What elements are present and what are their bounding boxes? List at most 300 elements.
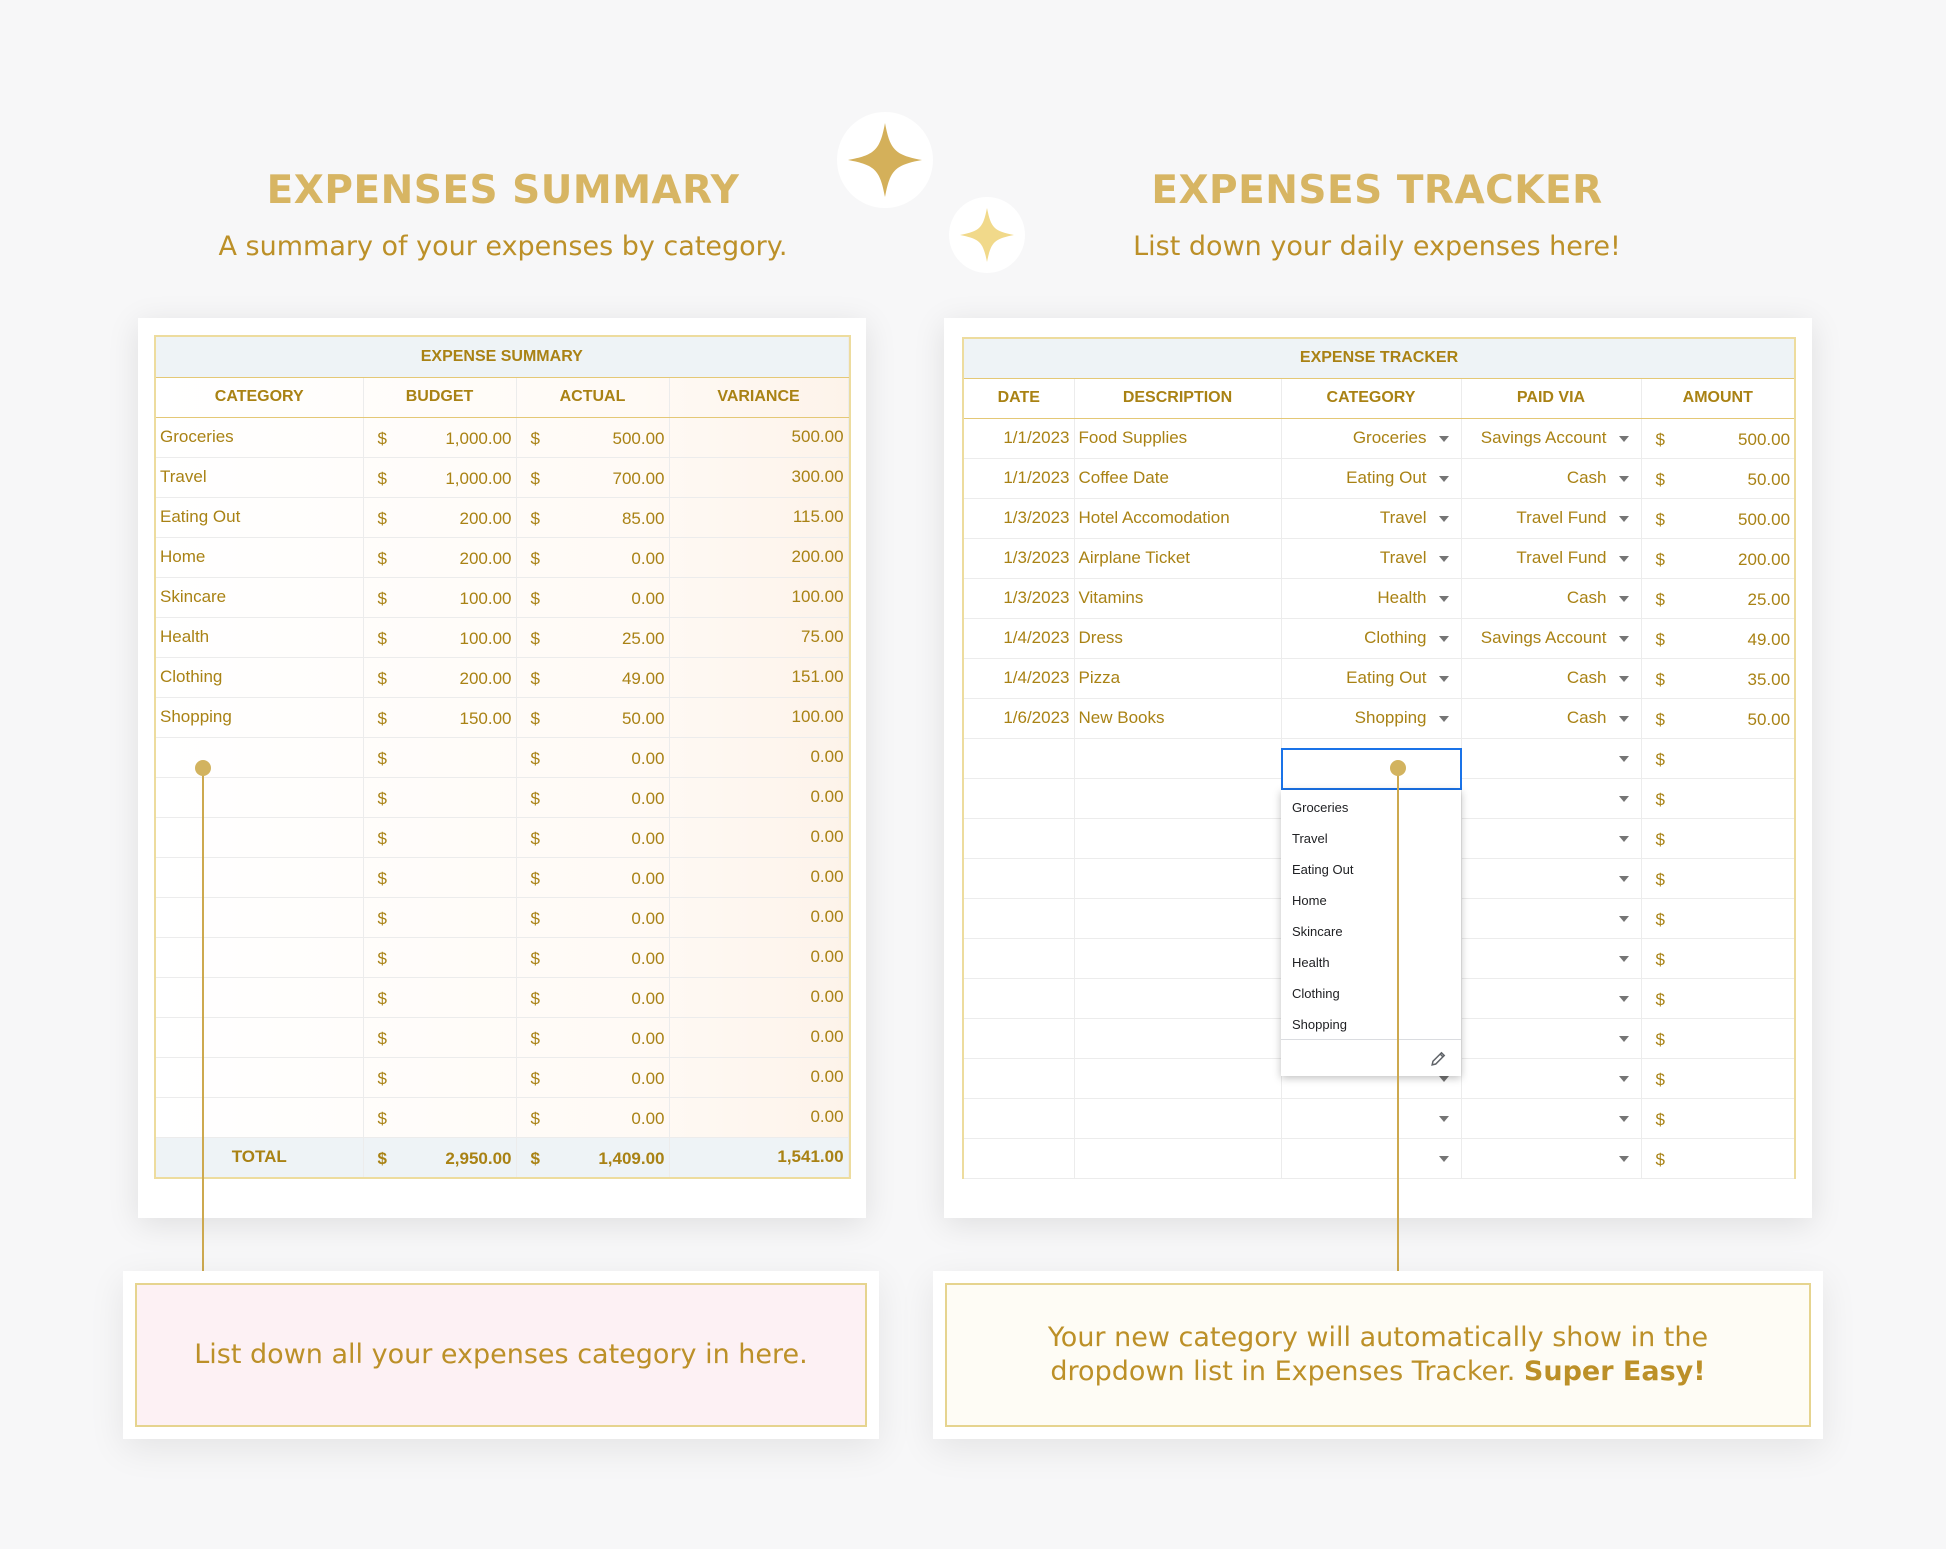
dropdown-arrow-icon[interactable] xyxy=(1619,1116,1629,1122)
currency-symbol: $ xyxy=(530,1108,540,1128)
amount-value: 50.00 xyxy=(1747,709,1791,729)
summary-budget-cell[interactable] xyxy=(363,657,516,697)
pencil-icon[interactable] xyxy=(1430,1050,1447,1067)
summary-category-cell[interactable]: Home xyxy=(156,537,363,577)
currency-symbol: $ xyxy=(530,748,540,768)
tracker-banner: EXPENSE TRACKER xyxy=(963,338,1795,378)
tracker-paid-via-dropdown[interactable] xyxy=(1461,938,1641,978)
dropdown-arrow-icon[interactable] xyxy=(1439,596,1449,602)
tracker-paid-via-dropdown[interactable] xyxy=(1461,1018,1641,1058)
currency-symbol: $ xyxy=(1655,549,1665,569)
amount-value: 1,000.00 xyxy=(445,468,512,488)
summary-budget-cell[interactable] xyxy=(363,857,516,897)
tracker-paid-via-dropdown-value: Cash xyxy=(1566,468,1607,487)
dropdown-arrow-icon[interactable] xyxy=(1439,716,1449,722)
tracker-category-dropdown[interactable] xyxy=(1281,658,1461,698)
left-callout xyxy=(135,1283,867,1427)
dropdown-arrow-icon[interactable] xyxy=(1619,756,1629,762)
tracker-category-dropdown[interactable] xyxy=(1281,1138,1461,1178)
tracker-category-dropdown[interactable] xyxy=(1281,418,1461,458)
tracker-description-cell[interactable] xyxy=(1074,858,1281,898)
tracker-row xyxy=(963,658,1795,698)
dropdown-arrow-icon[interactable] xyxy=(1439,1076,1449,1082)
currency-symbol: $ xyxy=(1655,749,1665,769)
left-callout-text: List down all your expenses category in here. xyxy=(194,1339,808,1371)
amount-value: 100.00 xyxy=(459,588,512,608)
summary-budget-cell[interactable] xyxy=(363,697,516,737)
summary-header-actual: ACTUAL xyxy=(516,377,669,417)
summary-budget-cell[interactable] xyxy=(363,777,516,817)
amount-value: 1,000.00 xyxy=(445,428,512,448)
summary-variance-cell: 0.00 xyxy=(669,1017,848,1057)
tracker-date-cell[interactable] xyxy=(963,858,1074,898)
tracker-date-cell[interactable]: 1/3/2023 xyxy=(963,538,1074,578)
currency-symbol: $ xyxy=(530,708,540,728)
summary-variance-cell: 0.00 xyxy=(669,857,848,897)
summary-actual-cell xyxy=(516,737,669,777)
summary-actual-cell xyxy=(516,1057,669,1097)
dropdown-option[interactable]: Groceries xyxy=(1292,800,1349,815)
summary-category-cell[interactable]: Shopping xyxy=(156,697,363,737)
summary-row xyxy=(156,617,848,657)
dropdown-arrow-icon[interactable] xyxy=(1619,516,1629,522)
tracker-date-cell[interactable] xyxy=(963,1058,1074,1098)
summary-variance-cell: 0.00 xyxy=(669,817,848,857)
amount-value: 85.00 xyxy=(621,508,665,528)
tracker-date-cell[interactable] xyxy=(963,778,1074,818)
tracker-date-cell[interactable] xyxy=(963,938,1074,978)
tracker-description-cell[interactable]: Food Supplies xyxy=(1074,418,1281,458)
tracker-date-cell[interactable]: 1/3/2023 xyxy=(963,498,1074,538)
currency-symbol: $ xyxy=(377,988,387,1008)
dropdown-arrow-icon[interactable] xyxy=(1619,596,1629,602)
dropdown-arrow-icon[interactable] xyxy=(1619,956,1629,962)
currency-symbol: $ xyxy=(377,428,387,448)
tracker-paid-via-dropdown[interactable] xyxy=(1461,1138,1641,1178)
amount-value: 0.00 xyxy=(631,1068,665,1088)
summary-budget-cell[interactable] xyxy=(363,1017,516,1057)
tracker-date-cell[interactable]: 1/6/2023 xyxy=(963,698,1074,738)
tracker-description-cell[interactable] xyxy=(1074,1098,1281,1138)
summary-budget-cell[interactable] xyxy=(363,937,516,977)
total-actual-cell xyxy=(516,1137,669,1177)
tracker-paid-via-dropdown-value: Cash xyxy=(1566,708,1607,727)
summary-row xyxy=(156,737,848,777)
summary-category-cell[interactable] xyxy=(156,737,363,777)
expense-summary-table xyxy=(156,337,849,1177)
summary-variance-cell: 200.00 xyxy=(669,537,848,577)
tracker-paid-via-dropdown[interactable] xyxy=(1461,1098,1641,1138)
tracker-paid-via-dropdown[interactable] xyxy=(1461,738,1641,778)
summary-title: EXPENSES SUMMARY xyxy=(266,168,740,213)
summary-actual-cell xyxy=(516,497,669,537)
currency-symbol: $ xyxy=(530,988,540,1008)
dropdown-option[interactable]: Shopping xyxy=(1292,1017,1347,1032)
currency-symbol: $ xyxy=(530,1028,540,1048)
tracker-row xyxy=(963,618,1795,658)
currency-symbol: $ xyxy=(377,548,387,568)
dropdown-arrow-icon[interactable] xyxy=(1619,836,1629,842)
dropdown-option[interactable]: Eating Out xyxy=(1292,862,1354,877)
tracker-row xyxy=(963,1138,1795,1178)
currency-symbol: $ xyxy=(1655,429,1665,449)
tracker-amount-cell[interactable] xyxy=(1641,1058,1795,1098)
tracker-description-cell[interactable]: Coffee Date xyxy=(1074,458,1281,498)
tracker-paid-via-dropdown[interactable] xyxy=(1461,898,1641,938)
currency-symbol: $ xyxy=(530,908,540,928)
summary-actual-cell xyxy=(516,417,669,457)
tracker-date-cell[interactable] xyxy=(963,1138,1074,1178)
tracker-row xyxy=(963,498,1795,538)
tracker-category-dropdown-value: Groceries xyxy=(1352,428,1427,447)
tracker-date-cell[interactable]: 1/1/2023 xyxy=(963,418,1074,458)
dropdown-arrow-icon[interactable] xyxy=(1619,796,1629,802)
currency-symbol: $ xyxy=(1655,789,1665,809)
tracker-amount-cell[interactable] xyxy=(1641,738,1795,778)
tracker-amount-cell[interactable] xyxy=(1641,498,1795,538)
summary-actual-cell xyxy=(516,537,669,577)
currency-symbol: $ xyxy=(530,1068,540,1088)
summary-category-cell[interactable]: Health xyxy=(156,617,363,657)
summary-actual-cell xyxy=(516,577,669,617)
tracker-category-dropdown-value: Health xyxy=(1377,588,1427,607)
currency-symbol: $ xyxy=(530,588,540,608)
tracker-category-dropdown[interactable] xyxy=(1281,578,1461,618)
summary-category-cell[interactable] xyxy=(156,1017,363,1057)
summary-category-cell[interactable]: Eating Out xyxy=(156,497,363,537)
tracker-paid-via-dropdown[interactable] xyxy=(1461,458,1641,498)
tracker-category-dropdown-value: Eating Out xyxy=(1346,468,1427,487)
currency-symbol: $ xyxy=(1655,709,1665,729)
summary-category-cell[interactable] xyxy=(156,937,363,977)
currency-symbol: $ xyxy=(377,1068,387,1088)
summary-heading xyxy=(153,168,853,262)
currency-symbol: $ xyxy=(377,908,387,928)
summary-budget-cell[interactable] xyxy=(363,457,516,497)
tracker-paid-via-dropdown[interactable] xyxy=(1461,1058,1641,1098)
tracker-paid-via-dropdown[interactable] xyxy=(1461,858,1641,898)
tracker-category-dropdown[interactable] xyxy=(1281,538,1461,578)
tracker-category-dropdown[interactable] xyxy=(1281,498,1461,538)
currency-symbol: $ xyxy=(377,828,387,848)
tracker-amount-cell[interactable] xyxy=(1641,698,1795,738)
currency-symbol: $ xyxy=(377,788,387,808)
tracker-description-cell[interactable] xyxy=(1074,1018,1281,1058)
tracker-amount-cell[interactable] xyxy=(1641,538,1795,578)
summary-actual-cell xyxy=(516,897,669,937)
amount-value: 0.00 xyxy=(631,1108,665,1128)
tracker-date-cell[interactable] xyxy=(963,1098,1074,1138)
tracker-description-cell[interactable] xyxy=(1074,1058,1281,1098)
tracker-amount-cell[interactable] xyxy=(1641,658,1795,698)
tracker-date-cell[interactable]: 1/3/2023 xyxy=(963,578,1074,618)
dropdown-arrow-icon[interactable] xyxy=(1619,1156,1629,1162)
amount-value: 0.00 xyxy=(631,828,665,848)
summary-budget-cell[interactable] xyxy=(363,537,516,577)
tracker-paid-via-dropdown[interactable] xyxy=(1461,618,1641,658)
dropdown-arrow-icon[interactable] xyxy=(1439,436,1449,442)
amount-value: 0.00 xyxy=(631,548,665,568)
summary-variance-cell: 0.00 xyxy=(669,897,848,937)
tracker-description-cell[interactable] xyxy=(1074,778,1281,818)
tracker-amount-cell[interactable] xyxy=(1641,978,1795,1018)
tracker-description-cell[interactable]: Pizza xyxy=(1074,658,1281,698)
tracker-amount-cell[interactable] xyxy=(1641,1018,1795,1058)
summary-category-cell[interactable] xyxy=(156,897,363,937)
tracker-paid-via-dropdown[interactable] xyxy=(1461,818,1641,858)
tracker-amount-cell[interactable] xyxy=(1641,818,1795,858)
tracker-amount-cell[interactable] xyxy=(1641,578,1795,618)
tracker-amount-cell[interactable] xyxy=(1641,858,1795,898)
summary-budget-cell[interactable] xyxy=(363,1057,516,1097)
tracker-date-cell[interactable] xyxy=(963,1018,1074,1058)
amount-value: 50.00 xyxy=(621,708,665,728)
summary-variance-cell: 0.00 xyxy=(669,977,848,1017)
right-callout-bold: Super Easy! xyxy=(1523,1356,1706,1387)
amount-value: 35.00 xyxy=(1747,669,1791,689)
amount-value: 200.00 xyxy=(459,548,512,568)
dropdown-arrow-icon[interactable] xyxy=(1619,556,1629,562)
summary-variance-cell: 0.00 xyxy=(669,777,848,817)
currency-symbol: $ xyxy=(1655,829,1665,849)
tracker-row xyxy=(963,418,1795,458)
summary-actual-cell xyxy=(516,817,669,857)
summary-budget-cell[interactable] xyxy=(363,497,516,537)
summary-row xyxy=(156,777,848,817)
tracker-amount-cell[interactable] xyxy=(1641,898,1795,938)
summary-budget-cell[interactable] xyxy=(363,577,516,617)
summary-budget-cell[interactable] xyxy=(363,417,516,457)
currency-symbol: $ xyxy=(377,468,387,488)
tracker-header-category: CATEGORY xyxy=(1281,378,1461,418)
summary-actual-cell xyxy=(516,1097,669,1137)
summary-category-cell[interactable] xyxy=(156,857,363,897)
category-dropdown-list xyxy=(1281,790,1461,1076)
tracker-paid-via-dropdown[interactable] xyxy=(1461,418,1641,458)
currency-symbol: $ xyxy=(377,1028,387,1048)
tracker-amount-cell[interactable] xyxy=(1641,778,1795,818)
tracker-paid-via-dropdown[interactable] xyxy=(1461,978,1641,1018)
summary-budget-cell[interactable] xyxy=(363,897,516,937)
dropdown-arrow-icon[interactable] xyxy=(1619,676,1629,682)
tracker-description-cell[interactable]: Vitamins xyxy=(1074,578,1281,618)
currency-symbol: $ xyxy=(530,668,540,688)
tracker-paid-via-dropdown[interactable] xyxy=(1461,498,1641,538)
summary-category-cell[interactable]: Groceries xyxy=(156,417,363,457)
tracker-description-cell[interactable] xyxy=(1074,1138,1281,1178)
tracker-date-cell[interactable] xyxy=(963,738,1074,778)
tracker-date-cell[interactable]: 1/4/2023 xyxy=(963,618,1074,658)
dropdown-arrow-icon[interactable] xyxy=(1619,876,1629,882)
summary-row xyxy=(156,977,848,1017)
currency-symbol: $ xyxy=(1655,1109,1665,1129)
dropdown-option[interactable]: Health xyxy=(1292,955,1330,970)
amount-value: 0.00 xyxy=(631,908,665,928)
tracker-date-cell[interactable] xyxy=(963,898,1074,938)
summary-category-cell[interactable]: Skincare xyxy=(156,577,363,617)
tracker-paid-via-dropdown[interactable] xyxy=(1461,578,1641,618)
dropdown-arrow-icon[interactable] xyxy=(1439,556,1449,562)
summary-row xyxy=(156,1057,848,1097)
summary-budget-cell[interactable] xyxy=(363,617,516,657)
dropdown-option[interactable]: Home xyxy=(1292,893,1327,908)
tracker-description-cell[interactable] xyxy=(1074,898,1281,938)
currency-symbol: $ xyxy=(1655,469,1665,489)
dropdown-option[interactable]: Travel xyxy=(1292,831,1328,846)
summary-budget-cell[interactable] xyxy=(363,1097,516,1137)
dropdown-arrow-icon[interactable] xyxy=(1439,516,1449,522)
currency-symbol: $ xyxy=(1655,869,1665,889)
dropdown-arrow-icon[interactable] xyxy=(1619,636,1629,642)
summary-category-cell[interactable] xyxy=(156,817,363,857)
tracker-description-cell[interactable] xyxy=(1074,738,1281,778)
tracker-row xyxy=(963,578,1795,618)
currency-symbol: $ xyxy=(1655,589,1665,609)
summary-actual-cell xyxy=(516,457,669,497)
dropdown-arrow-icon[interactable] xyxy=(1439,1156,1449,1162)
summary-category-cell[interactable] xyxy=(156,777,363,817)
tracker-category-dropdown[interactable] xyxy=(1281,458,1461,498)
total-budget-cell xyxy=(363,1137,516,1177)
sparkle-large-icon xyxy=(830,105,940,215)
summary-category-cell[interactable] xyxy=(156,1057,363,1097)
summary-budget-cell[interactable] xyxy=(363,977,516,1017)
tracker-paid-via-dropdown[interactable] xyxy=(1461,538,1641,578)
summary-row xyxy=(156,417,848,457)
tracker-header-date: DATE xyxy=(963,378,1074,418)
left-connector-dot xyxy=(195,760,211,776)
dropdown-arrow-icon[interactable] xyxy=(1439,1116,1449,1122)
currency-symbol: $ xyxy=(530,948,540,968)
tracker-category-dropdown[interactable] xyxy=(1281,698,1461,738)
summary-actual-cell xyxy=(516,977,669,1017)
tracker-paid-via-dropdown-value: Travel Fund xyxy=(1516,548,1607,567)
active-category-cell[interactable] xyxy=(1281,748,1462,790)
summary-actual-cell xyxy=(516,657,669,697)
currency-symbol: $ xyxy=(530,1148,540,1168)
dropdown-arrow-icon[interactable] xyxy=(1439,476,1449,482)
currency-symbol: $ xyxy=(377,948,387,968)
dropdown-arrow-icon[interactable] xyxy=(1619,996,1629,1002)
summary-total-row xyxy=(156,1137,848,1177)
tracker-description-cell[interactable]: New Books xyxy=(1074,698,1281,738)
tracker-description-cell[interactable]: Airplane Ticket xyxy=(1074,538,1281,578)
summary-category-cell[interactable] xyxy=(156,977,363,1017)
summary-row xyxy=(156,1017,848,1057)
tracker-description-cell[interactable] xyxy=(1074,978,1281,1018)
tracker-paid-via-dropdown[interactable] xyxy=(1461,658,1641,698)
summary-budget-cell[interactable] xyxy=(363,817,516,857)
summary-variance-cell: 0.00 xyxy=(669,1057,848,1097)
dropdown-arrow-icon[interactable] xyxy=(1619,716,1629,722)
tracker-description-cell[interactable] xyxy=(1074,938,1281,978)
summary-variance-cell: 0.00 xyxy=(669,737,848,777)
dropdown-arrow-icon[interactable] xyxy=(1439,676,1449,682)
dropdown-arrow-icon[interactable] xyxy=(1619,916,1629,922)
amount-value: 50.00 xyxy=(1747,469,1791,489)
tracker-paid-via-dropdown[interactable] xyxy=(1461,778,1641,818)
currency-symbol: $ xyxy=(530,468,540,488)
summary-variance-cell: 75.00 xyxy=(669,617,848,657)
tracker-date-cell[interactable]: 1/4/2023 xyxy=(963,658,1074,698)
currency-symbol: $ xyxy=(530,428,540,448)
tracker-amount-cell[interactable] xyxy=(1641,418,1795,458)
tracker-description-cell[interactable]: Dress xyxy=(1074,618,1281,658)
tracker-amount-cell[interactable] xyxy=(1641,618,1795,658)
dropdown-arrow-icon[interactable] xyxy=(1439,636,1449,642)
dropdown-option[interactable]: Skincare xyxy=(1292,924,1343,939)
tracker-header-paid-via: PAID VIA xyxy=(1461,378,1641,418)
currency-symbol: $ xyxy=(1655,629,1665,649)
currency-symbol: $ xyxy=(530,628,540,648)
summary-row xyxy=(156,857,848,897)
amount-value: 200.00 xyxy=(459,668,512,688)
summary-budget-cell[interactable] xyxy=(363,737,516,777)
tracker-category-dropdown-value: Eating Out xyxy=(1346,668,1427,687)
tracker-category-dropdown-value: Shopping xyxy=(1354,708,1427,727)
tracker-amount-cell[interactable] xyxy=(1641,458,1795,498)
tracker-amount-cell[interactable] xyxy=(1641,1138,1795,1178)
currency-symbol: $ xyxy=(377,708,387,728)
summary-subtitle: A summary of your expenses by category. xyxy=(218,231,788,262)
currency-symbol: $ xyxy=(377,628,387,648)
tracker-paid-via-dropdown-value: Cash xyxy=(1566,588,1607,607)
amount-value: 200.00 xyxy=(1738,549,1791,569)
tracker-description-cell[interactable]: Hotel Accomodation xyxy=(1074,498,1281,538)
dropdown-option[interactable]: Clothing xyxy=(1292,986,1340,1001)
dropdown-arrow-icon[interactable] xyxy=(1619,476,1629,482)
summary-category-cell[interactable]: Clothing xyxy=(156,657,363,697)
amount-value: 1,409.00 xyxy=(598,1148,665,1168)
tracker-date-cell[interactable] xyxy=(963,818,1074,858)
summary-row xyxy=(156,937,848,977)
summary-variance-cell: 115.00 xyxy=(669,497,848,537)
summary-category-cell[interactable] xyxy=(156,1097,363,1137)
summary-row xyxy=(156,897,848,937)
dropdown-arrow-icon[interactable] xyxy=(1619,1036,1629,1042)
tracker-description-cell[interactable] xyxy=(1074,818,1281,858)
currency-symbol: $ xyxy=(1655,909,1665,929)
currency-symbol: $ xyxy=(530,868,540,888)
currency-symbol: $ xyxy=(1655,949,1665,969)
summary-actual-cell xyxy=(516,937,669,977)
tracker-date-cell[interactable]: 1/1/2023 xyxy=(963,458,1074,498)
summary-category-cell[interactable]: Travel xyxy=(156,457,363,497)
tracker-amount-cell[interactable] xyxy=(1641,1098,1795,1138)
amount-value: 25.00 xyxy=(1747,589,1791,609)
currency-symbol: $ xyxy=(1655,669,1665,689)
tracker-category-dropdown[interactable] xyxy=(1281,1098,1461,1138)
dropdown-arrow-icon[interactable] xyxy=(1619,1076,1629,1082)
currency-symbol: $ xyxy=(530,828,540,848)
currency-symbol: $ xyxy=(377,868,387,888)
tracker-category-dropdown[interactable] xyxy=(1281,618,1461,658)
tracker-paid-via-dropdown[interactable] xyxy=(1461,698,1641,738)
amount-value: 0.00 xyxy=(631,868,665,888)
amount-value: 150.00 xyxy=(459,708,512,728)
tracker-subtitle: List down your daily expenses here! xyxy=(1133,231,1621,262)
tracker-amount-cell[interactable] xyxy=(1641,938,1795,978)
dropdown-arrow-icon[interactable] xyxy=(1619,436,1629,442)
tracker-header-description: DESCRIPTION xyxy=(1074,378,1281,418)
currency-symbol: $ xyxy=(377,508,387,528)
summary-header-budget: BUDGET xyxy=(363,377,516,417)
currency-symbol: $ xyxy=(530,788,540,808)
tracker-paid-via-dropdown-value: Travel Fund xyxy=(1516,508,1607,527)
summary-variance-cell: 300.00 xyxy=(669,457,848,497)
summary-actual-cell xyxy=(516,617,669,657)
tracker-date-cell[interactable] xyxy=(963,978,1074,1018)
